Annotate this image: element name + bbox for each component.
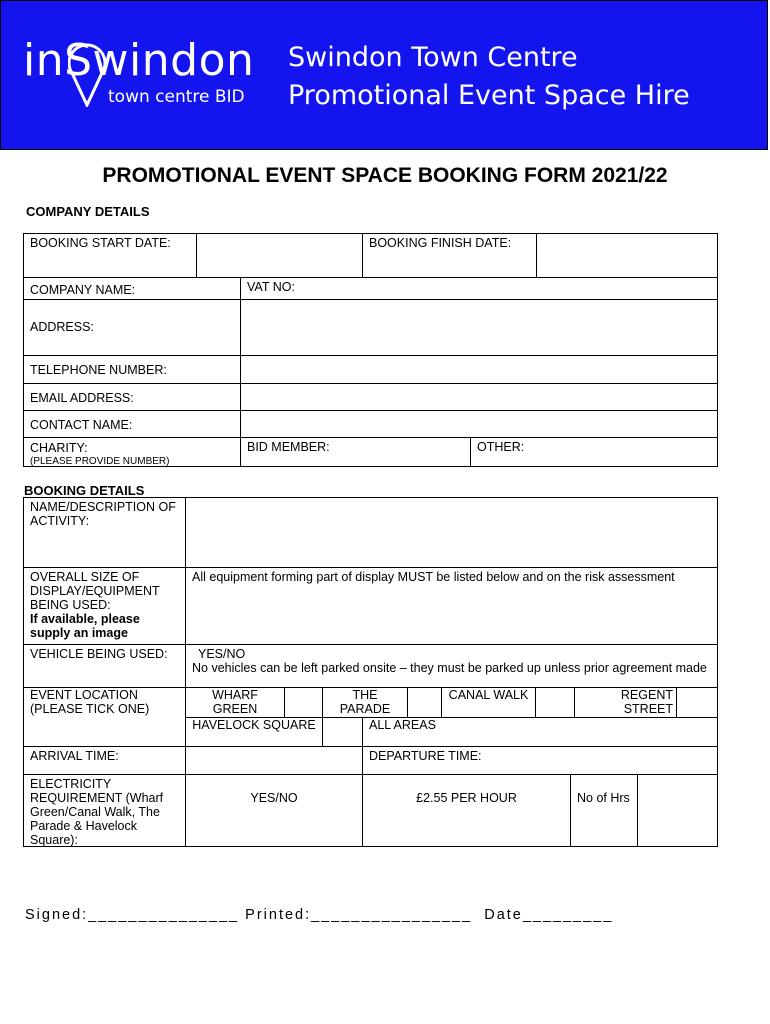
form-title: PROMOTIONAL EVENT SPACE BOOKING FORM 2021/22: [102, 164, 668, 187]
booking-details-heading: BOOKING DETAILS: [24, 483, 145, 498]
size-label: OVERALL SIZE OF DISPLAY/EQUIPMENT BEING USED:: [30, 570, 160, 612]
electricity-hours-label: No of Hrs: [570, 774, 638, 847]
size-cell: [23, 567, 186, 645]
vat-no-label: VAT NO:: [247, 280, 295, 294]
electricity-yesno[interactable]: YES/NO: [185, 774, 363, 847]
loc-all-areas-label: ALL AREAS: [369, 718, 436, 732]
vat-no-field[interactable]: [240, 277, 718, 300]
vehicle-note: No vehicles can be left parked onsite – they must be parked up unless prior agreement made: [192, 661, 707, 675]
size-bold-note: If available, please supply an image: [30, 612, 140, 640]
loc-all-areas[interactable]: [362, 717, 718, 747]
booking-finish-label: BOOKING FINISH DATE:: [362, 233, 537, 278]
location-label: EVENT LOCATION (PLEASE TICK ONE): [23, 687, 186, 747]
electricity-price: £2.55 PER HOUR: [362, 774, 571, 847]
charity-note: (PLEASE PROVIDE NUMBER): [30, 456, 170, 467]
logo-subtitle: town centre BID: [108, 87, 245, 107]
telephone-field[interactable]: [240, 355, 718, 384]
activity-label: NAME/DESCRIPTION OF ACTIVITY:: [23, 497, 186, 568]
address-field[interactable]: [240, 299, 718, 356]
tick-havelock-square[interactable]: [322, 717, 363, 747]
company-details-heading: COMPANY DETAILS: [26, 204, 150, 219]
tick-regent-street[interactable]: [676, 687, 718, 718]
loc-wharf-green: WHARF GREEN: [185, 687, 285, 718]
booking-finish-field[interactable]: [536, 233, 718, 278]
banner-title-line1: Swindon Town Centre: [288, 42, 578, 73]
arrival-label: ARRIVAL TIME:: [23, 746, 186, 775]
tick-canal-walk[interactable]: [535, 687, 575, 718]
electricity-hours-field[interactable]: [637, 774, 718, 847]
bid-member-field[interactable]: [240, 437, 471, 467]
booking-start-field[interactable]: [196, 233, 363, 278]
activity-field[interactable]: [185, 497, 718, 568]
vehicle-field[interactable]: [185, 644, 718, 688]
header-banner: [0, 0, 768, 150]
email-field[interactable]: [240, 383, 718, 411]
email-label: EMAIL ADDRESS:: [23, 383, 241, 411]
signature-line[interactable]: Signed:_______________ Printed:________________ Date_________: [25, 907, 614, 923]
vehicle-yesno: YES/NO: [198, 647, 246, 661]
contact-name-label: CONTACT NAME:: [23, 410, 241, 438]
charity-label: CHARITY:: [30, 441, 88, 455]
logo-text: inSwindon: [23, 35, 255, 86]
charity-field[interactable]: [23, 437, 241, 467]
tick-wharf-green[interactable]: [284, 687, 323, 718]
electricity-label: ELECTRICITY REQUIREMENT (Wharf Green/Canal Walk, The Parade & Havelock Square):: [23, 774, 186, 847]
booking-start-label: BOOKING START DATE:: [23, 233, 197, 278]
company-name-label: COMPANY NAME:: [23, 277, 241, 300]
loc-havelock-square: HAVELOCK SQUARE: [185, 717, 323, 747]
bid-member-label: BID MEMBER:: [247, 440, 330, 454]
departure-field[interactable]: [362, 746, 718, 775]
loc-the-parade: THE PARADE: [322, 687, 408, 718]
banner-title-line2: Promotional Event Space Hire: [288, 80, 690, 111]
banner-title: [288, 39, 690, 115]
tick-the-parade[interactable]: [407, 687, 442, 718]
vehicle-label: VEHICLE BEING USED:: [23, 644, 186, 688]
loc-canal-walk: CANAL WALK: [441, 687, 536, 718]
size-field[interactable]: [185, 567, 718, 645]
loc-regent-street: REGENT STREET: [574, 687, 718, 718]
address-label: ADDRESS:: [23, 299, 241, 356]
size-note: All equipment forming part of display MUST be listed below and on the risk assessment: [192, 570, 675, 584]
telephone-label: TELEPHONE NUMBER:: [23, 355, 241, 384]
other-label: OTHER:: [477, 440, 525, 454]
contact-name-field[interactable]: [240, 410, 718, 438]
other-field[interactable]: [470, 437, 718, 467]
arrival-field[interactable]: [185, 746, 363, 775]
departure-label: DEPARTURE TIME:: [369, 749, 482, 763]
